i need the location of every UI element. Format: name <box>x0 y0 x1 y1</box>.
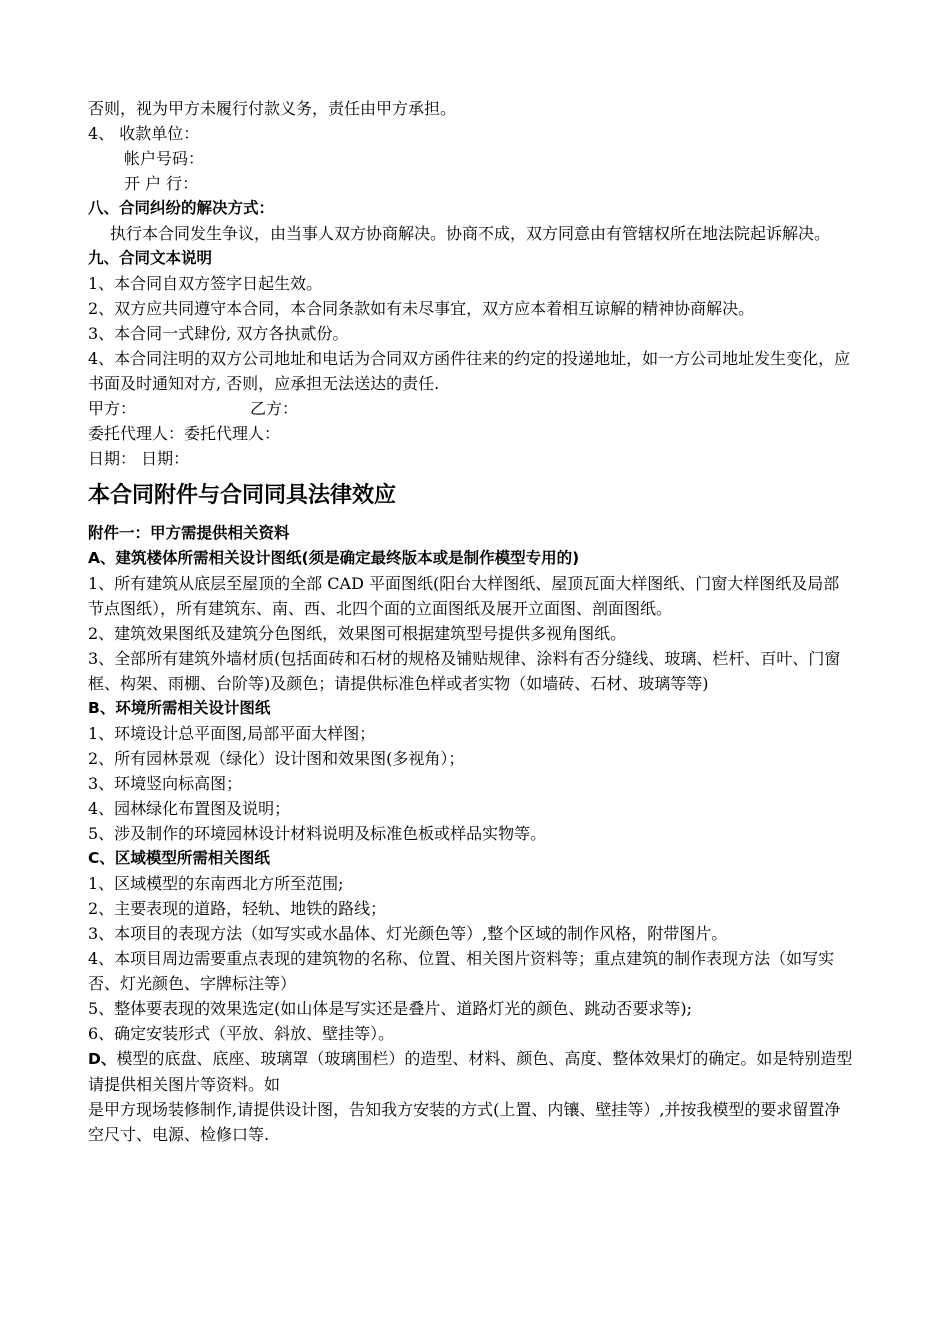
text-line: 4、 收款单位： <box>88 124 200 143</box>
text-line: 5、涉及制作的环境园林设计材料说明及标准色板或样品实物等。 <box>88 824 547 843</box>
signature-party-row <box>88 396 853 421</box>
section-heading: A、建筑楼体所需相关设计图纸(须是确定最终版本或是制作模型专用的) <box>88 549 580 567</box>
section-heading: 八、合同纠纷的解决方式： <box>88 199 275 217</box>
document-page <box>88 96 853 1147</box>
text-paragraph <box>88 1046 853 1097</box>
party-b-label: 乙方： <box>250 399 299 418</box>
text-line: 4、园林绿化布置图及说明； <box>88 799 291 818</box>
text-paragraph: 4、本项目周边需要重点表现的建筑物的名称、位置、相关图片资料等；重点建筑的制作表现方法（如写实否、灯光颜色、字牌标注等） <box>88 949 835 993</box>
text-line: 2、所有园林景观（绿化）设计图和效果图(多视角）； <box>88 749 465 768</box>
text-line: 否则，视为甲方未履行付款义务，责任由甲方承担。 <box>88 99 457 118</box>
text-line: 帐户号码： <box>124 149 205 168</box>
item-d-label: D、 <box>88 1050 117 1068</box>
text-line: 1、区域模型的东南西北方所至范围; <box>88 874 344 893</box>
text-line: 3、本合同一式肆份, 双方各执贰份。 <box>88 324 349 343</box>
text-line: 1、环境设计总平面图,局部平面大样图； <box>88 724 376 743</box>
section-heading: B、环境所需相关设计图纸 <box>88 699 271 717</box>
text-paragraph: 执行本合同发生争议，由当事人双方协商解决。协商不成，双方同意由有管辖权所在地法院起诉解决。 <box>110 224 831 243</box>
item-d-text: 模型的底盘、底座、玻璃罩（玻璃围栏）的造型、材料、颜色、高度、整体效果灯的确定。如是特别造型请提供相关图片等资料。如 <box>88 1049 853 1094</box>
text-line: 5、整体要表现的效果选定(如山体是写实还是叠片、道路灯光的颜色、跳动否要求等); <box>88 999 693 1018</box>
party-a-label: 甲方： <box>88 399 137 418</box>
text-line: 开 户 行： <box>124 174 199 193</box>
section-heading: 附件一：甲方需提供相关资料 <box>88 524 290 542</box>
text-line: 1、本合同自双方签字日起生效。 <box>88 274 323 293</box>
page-title: 本合同附件与合同同具法律效应 <box>88 483 397 508</box>
text-line: 3、本项目的表现方法（如写实或水晶体、灯光颜色等）,整个区域的制作风格，附带图片。 <box>88 924 728 943</box>
text-paragraph: 3、全部所有建筑外墙材质(包括面砖和石材的规格及铺贴规律、涂料有否分缝线、玻璃、栏杆、百叶、门窗框、构架、雨棚、台阶等)及颜色；请提供标准色样或者实物（如墙砖、石材、玻璃等等) <box>88 649 841 693</box>
section-heading: C、区域模型所需相关图纸 <box>88 849 270 867</box>
date-line: 日期： 日期： <box>88 449 190 468</box>
text-line: 2、主要表现的道路，轻轨、地铁的路线； <box>88 899 387 918</box>
text-paragraph: 2、双方应共同遵守本合同，本合同条款如有未尽事宜，双方应本着相互谅解的精神协商解决。 <box>88 299 755 318</box>
section-heading: 九、合同文本说明 <box>88 249 213 267</box>
text-line: 6、确定安装形式（平放、斜放、壁挂等）。 <box>88 1024 395 1043</box>
text-line: 2、建筑效果图纸及建筑分色图纸，效果图可根据建筑型号提供多视角图纸。 <box>88 624 627 643</box>
text-line: 3、环境竖向标高图； <box>88 774 243 793</box>
text-paragraph: 1、所有建筑从底层至屋顶的全部 CAD 平面图纸(阳台大样图纸、屋顶瓦面大样图纸、门窗大样图纸及局部节点图纸），所有建筑东、南、西、北四个面的立面图纸及展开立面图、剖面图纸。 <box>88 574 840 618</box>
text-paragraph: 是甲方现场装修制作,请提供设计图，告知我方安装的方式(上置、内镶、壁挂等）,并按我模型的要求留置净空尺寸、电源、检修口等. <box>88 1100 841 1144</box>
agent-line: 委托代理人：委托代理人： <box>88 424 281 443</box>
text-paragraph: 4、本合同注明的双方公司地址和电话为合同双方函件往来的约定的投递地址，如一方公司地址发生变化，应书面及时通知对方, 否则，应承担无法送达的责任. <box>88 349 851 393</box>
